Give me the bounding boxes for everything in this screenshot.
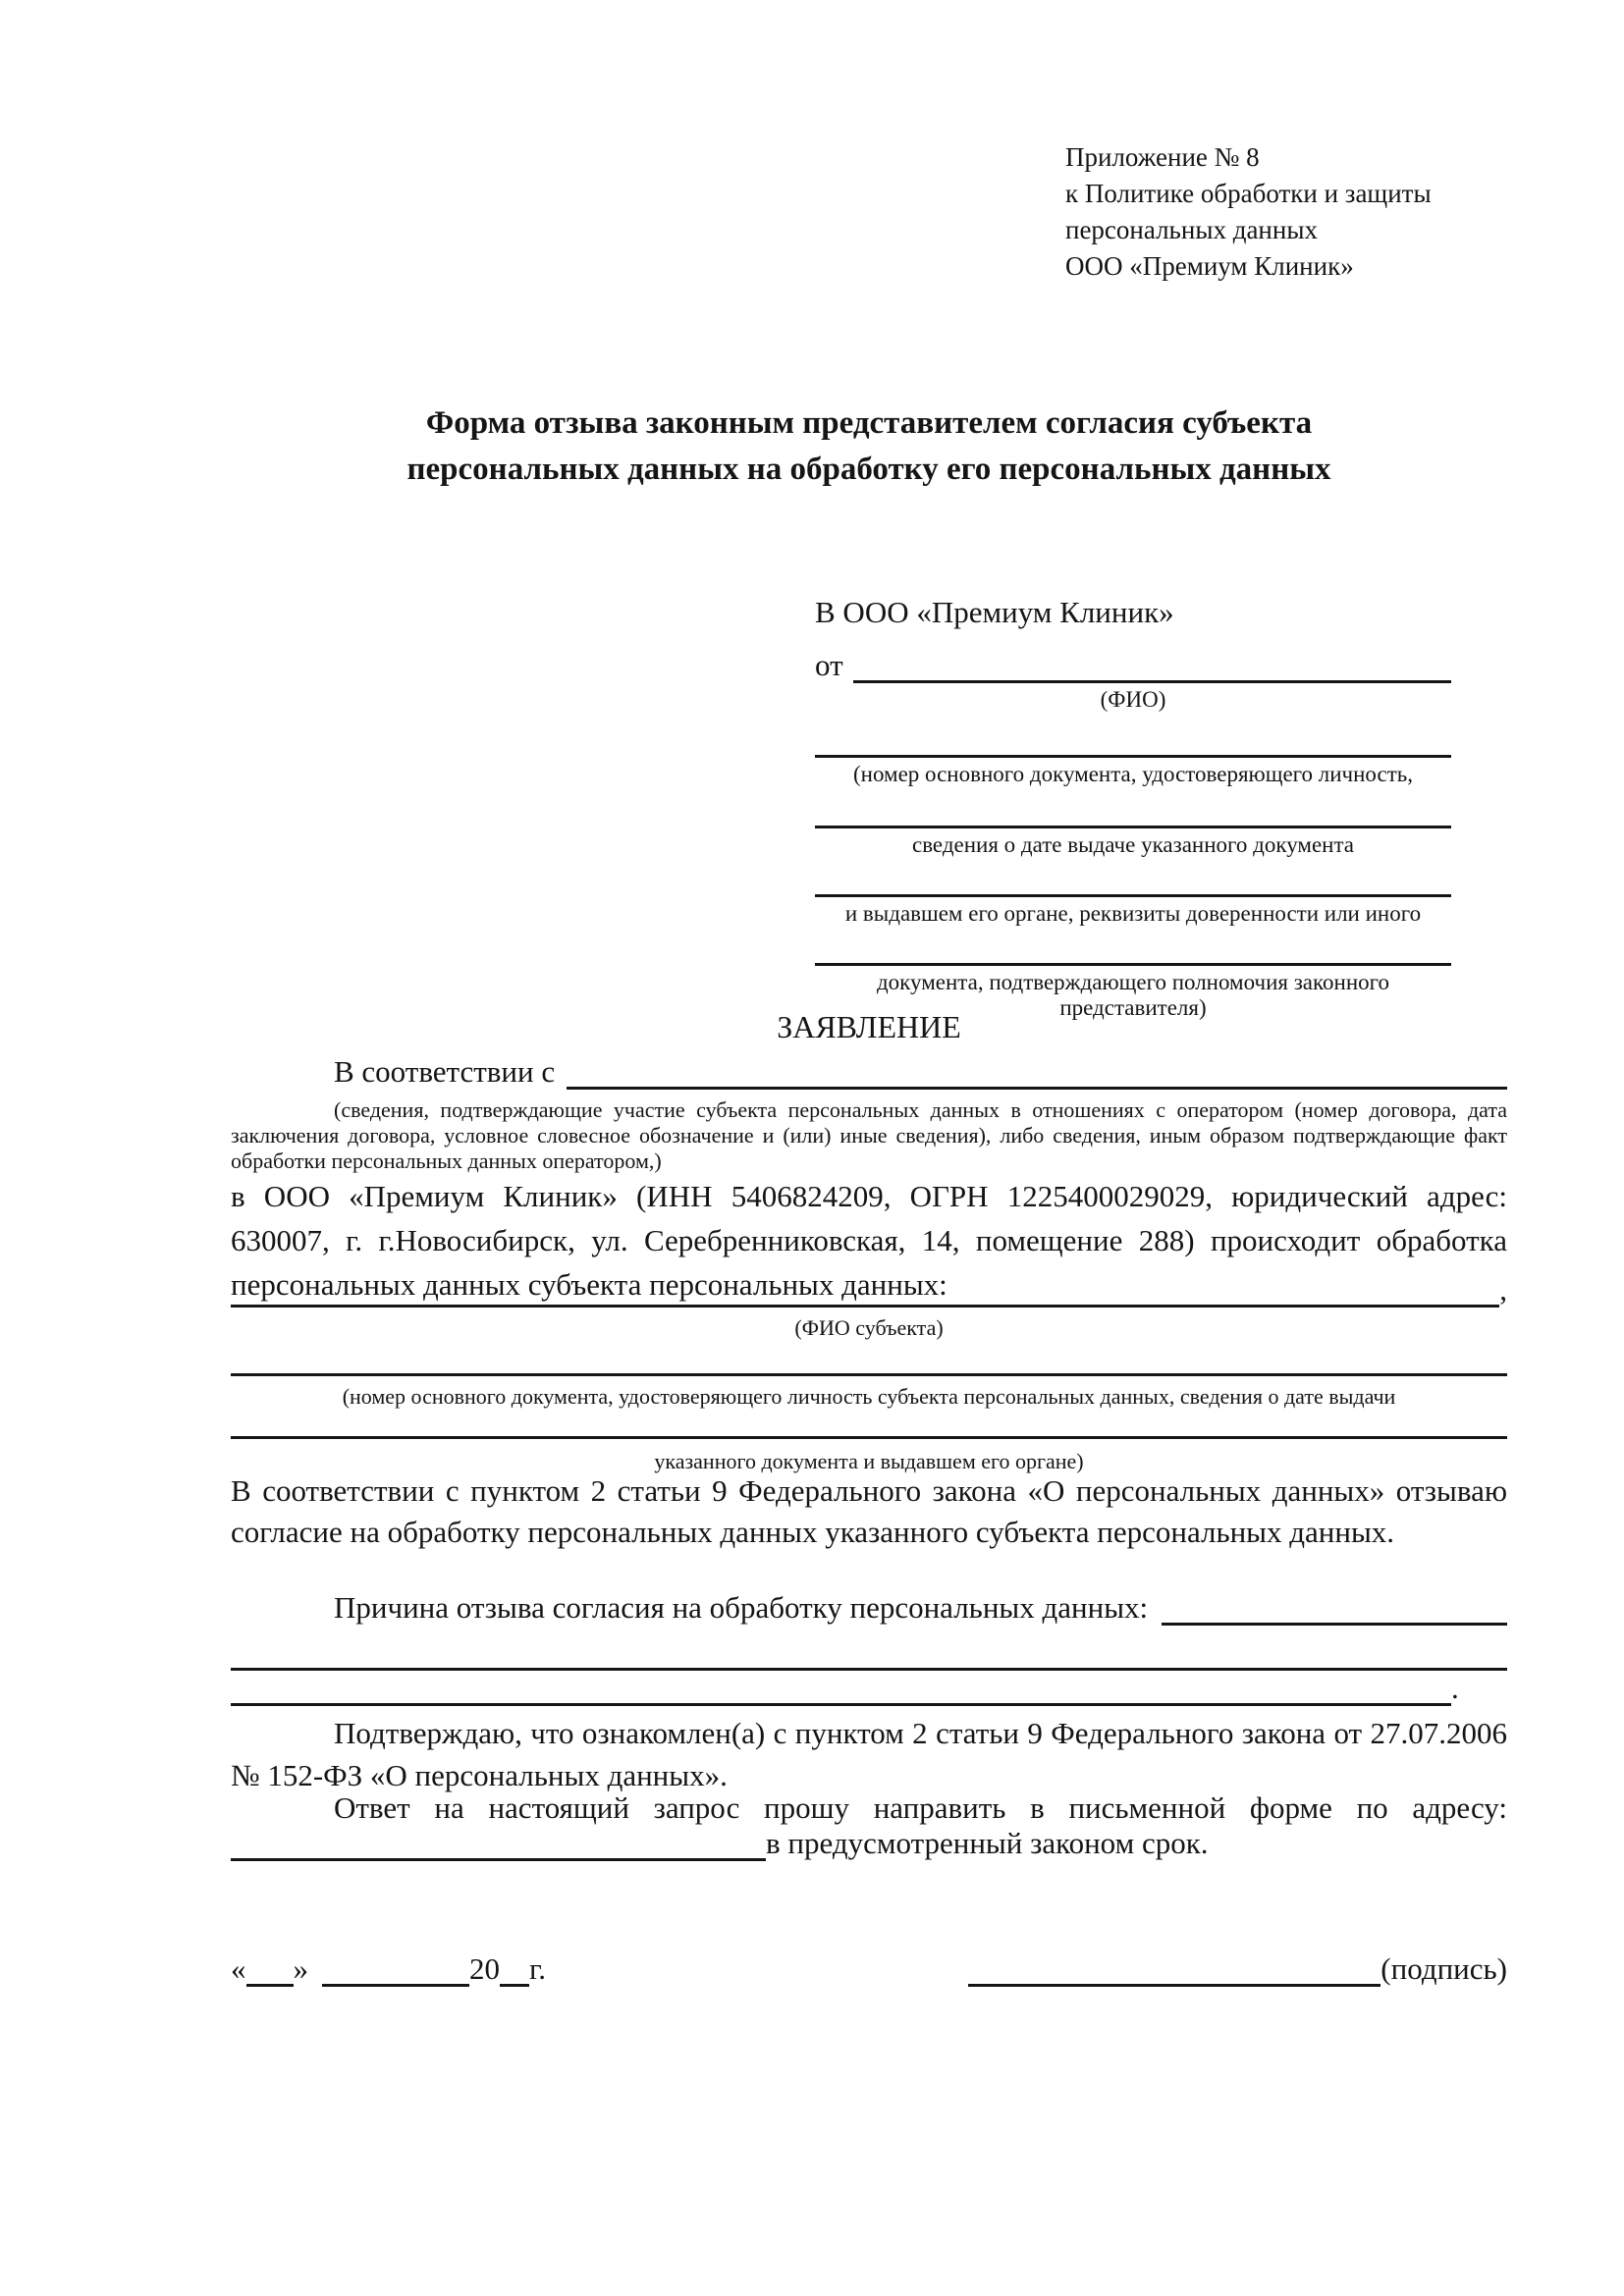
document-title-line-2: персональных данных на обработку его персональных данных xyxy=(406,452,1331,487)
date-year-suffix: г. xyxy=(529,1951,546,1986)
header-right-block xyxy=(1065,139,1615,285)
signature-blank-line xyxy=(968,1953,1380,1987)
intro-blank-line xyxy=(567,1087,1507,1090)
doc-caption-3: и выдавшем его органе, реквизиты доверенности или иного xyxy=(844,901,1422,926)
reply-paragraph: Ответ на настоящий запрос прошу направить в письменной форме по адресу: xyxy=(334,1790,1507,1825)
date-year-prefix: 20 xyxy=(469,1951,500,1986)
subject-doc-caption-2: указанного документа и выдавшем его органе) xyxy=(654,1449,1084,1473)
reply-suffix: в предусмотренный законом срок. xyxy=(766,1826,1209,1860)
doc-blank-line-1 xyxy=(815,713,1451,758)
intro-row xyxy=(231,1052,1507,1090)
reason-blank-line xyxy=(1162,1592,1507,1626)
subject-fio-comma: , xyxy=(1499,1272,1507,1307)
doc-blank-line-3 xyxy=(815,858,1451,897)
addressee-block xyxy=(815,595,1451,1021)
document-title xyxy=(231,400,1507,493)
date-year-blank-line xyxy=(500,1953,529,1987)
date-group xyxy=(231,1951,546,1987)
subject-fio-row xyxy=(231,1272,1507,1308)
intro-caption: (сведения, подтверждающие участие субъекта персональных данных в отношениях с оператором (номер договора, дата заключения договора, условное словесное обозначение и (или) иные сведения), либо сведения, иным образом подтверждающие факт обработки персональных данных оператором,) xyxy=(231,1097,1507,1173)
doc-blank-line-4 xyxy=(815,927,1451,966)
reason-blank-line-full xyxy=(231,1631,1507,1671)
subject-doc-caption-1: (номер основного документа, удостоверяющего личность субъекта персональных данных, сведения о дате выдачи xyxy=(342,1384,1396,1409)
reason-blank-row-2 xyxy=(231,1671,1507,1706)
document-title-line-1: Форма отзыва законным представителем согласия субъекта xyxy=(425,405,1313,441)
reply-row xyxy=(231,1828,1507,1861)
signature-group xyxy=(968,1951,1507,1987)
header-right-line-1: Приложение № 8 xyxy=(1065,142,1260,172)
footer-row xyxy=(231,1951,1507,1987)
subject-doc-blank-line-2 xyxy=(231,1402,1507,1439)
signature-caption: (подпись) xyxy=(1380,1951,1507,1986)
reason-period: . xyxy=(1451,1671,1459,1705)
doc-blank-line-2 xyxy=(815,787,1451,828)
subject-fio-blank-line xyxy=(231,1275,1499,1308)
from-blank-line xyxy=(853,680,1451,683)
addressee-to: В ООО «Премиум Клиник» xyxy=(815,595,1174,629)
subject-fio-caption: (ФИО субъекта) xyxy=(794,1315,944,1340)
subject-doc-blank-line-1 xyxy=(231,1337,1507,1376)
withdrawal-paragraph: В соответствии с пунктом 2 статьи 9 Федерального закона «О персональных данных» отзываю согласие на обработку персональных данных указанного субъекта персональных данных. xyxy=(231,1473,1507,1549)
doc-caption-4: документа, подтверждающего полномочия законного представителя) xyxy=(876,970,1389,1020)
statement-heading: ЗАЯВЛЕНИЕ xyxy=(777,1009,961,1044)
from-label: от xyxy=(815,648,843,682)
intro-prefix: В соответствии с xyxy=(334,1054,556,1089)
operator-paragraph: в ООО «Премиум Клиник» (ИНН 5406824209, ОГРН 1225400029029, юридический адрес: 630007, г. г.Новосибирск, ул. Серебренниковская, 14, помещение 288) происходит обработка персональных данных субъекта персональных данных: xyxy=(231,1179,1507,1302)
fio-caption: (ФИО) xyxy=(1100,687,1166,712)
header-right-line-2: к Политике обработки и защиты xyxy=(1065,179,1432,208)
reason-row xyxy=(231,1592,1507,1626)
date-close-quote: » xyxy=(293,1951,308,1986)
reason-blank-line-2 xyxy=(231,1677,1451,1706)
date-open-quote: « xyxy=(231,1951,246,1986)
header-right-line-3: персональных данных xyxy=(1065,215,1318,244)
acknowledgement-paragraph: Подтверждаю, что ознакомлен(а) с пунктом 2 статьи 9 Федерального закона от 27.07.2006 № 152-ФЗ «О персональных данных». xyxy=(231,1716,1507,1792)
doc-caption-2: сведения о дате выдаче указанного документа xyxy=(911,832,1355,857)
date-day-blank-line xyxy=(246,1953,294,1987)
reply-address-blank-line xyxy=(231,1832,766,1861)
doc-caption-1: (номер основного документа, удостоверяющего личность, xyxy=(852,762,1413,786)
reason-label: Причина отзыва согласия на обработку персональных данных: xyxy=(334,1590,1149,1625)
date-month-blank-line xyxy=(322,1953,469,1987)
from-row xyxy=(815,644,1451,683)
header-right-line-4: ООО «Премиум Клиник» xyxy=(1065,251,1354,281)
